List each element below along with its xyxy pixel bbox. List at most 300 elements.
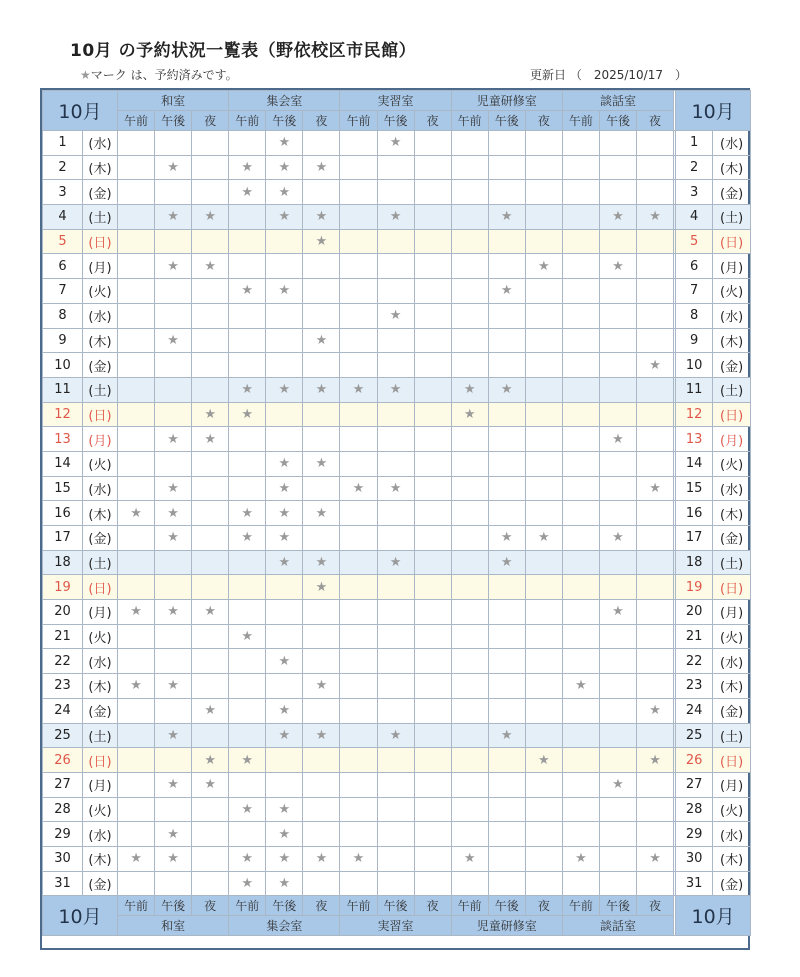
day-row: [43, 748, 751, 773]
slot-cell: [488, 427, 525, 452]
booked-star-icon: ★: [377, 303, 414, 328]
slot-cell: [562, 748, 599, 773]
slot-cell: [303, 427, 340, 452]
booked-star-icon: ★: [266, 180, 303, 205]
slot-cell: [599, 649, 636, 674]
slot-cell: [192, 575, 229, 600]
slot-cell: [155, 748, 192, 773]
slot-cell: [599, 229, 636, 254]
slot-cell: [451, 723, 488, 748]
slot-cell: [377, 501, 414, 526]
booked-star-icon: ★: [303, 723, 340, 748]
slot-header: 午前: [451, 111, 488, 131]
slot-cell: [562, 600, 599, 625]
slot-cell: [377, 526, 414, 551]
weekday-right: (水): [713, 303, 751, 328]
slot-cell: [637, 649, 674, 674]
slot-cell: [525, 871, 562, 896]
slot-cell: [414, 254, 451, 279]
weekday-right: (木): [713, 846, 751, 871]
booked-star-icon: ★: [303, 205, 340, 230]
room-header: 集会室: [229, 91, 340, 111]
slot-cell: [562, 402, 599, 427]
booked-star-icon: ★: [266, 723, 303, 748]
slot-cell: [562, 303, 599, 328]
booked-star-icon: ★: [229, 155, 266, 180]
weekday: (土): [83, 377, 118, 402]
day-number: 8: [43, 303, 83, 328]
weekday: (日): [83, 748, 118, 773]
day-row: [43, 131, 751, 156]
slot-cell: [637, 822, 674, 847]
slot-cell: [451, 649, 488, 674]
day-row: [43, 526, 751, 551]
day-row: [43, 624, 751, 649]
slot-cell: [599, 846, 636, 871]
slot-cell: [118, 624, 155, 649]
slot-cell: [303, 624, 340, 649]
slot-cell: [414, 575, 451, 600]
slot-cell: [229, 451, 266, 476]
booked-star-icon: ★: [637, 748, 674, 773]
slot-cell: [414, 180, 451, 205]
slot-header: 夜: [637, 111, 674, 131]
booked-star-icon: ★: [266, 871, 303, 896]
slot-cell: [525, 451, 562, 476]
month-label-right: 10月: [676, 91, 751, 131]
weekday-right: (金): [713, 698, 751, 723]
slot-cell: [414, 797, 451, 822]
slot-cell: [118, 451, 155, 476]
booked-star-icon: ★: [562, 674, 599, 699]
slot-cell: [451, 254, 488, 279]
day-number: 29: [43, 822, 83, 847]
slot-cell: [525, 180, 562, 205]
slot-header: 夜: [303, 896, 340, 916]
booked-star-icon: ★: [488, 205, 525, 230]
slot-cell: [451, 772, 488, 797]
booked-star-icon: ★: [155, 723, 192, 748]
day-number: 2: [43, 155, 83, 180]
slot-cell: [414, 624, 451, 649]
day-row: [43, 600, 751, 625]
weekday: (火): [83, 624, 118, 649]
day-row: [43, 501, 751, 526]
booked-star-icon: ★: [637, 698, 674, 723]
slot-cell: [488, 698, 525, 723]
slot-cell: [229, 229, 266, 254]
booked-star-icon: ★: [488, 723, 525, 748]
booked-star-icon: ★: [303, 451, 340, 476]
slot-cell: [340, 871, 377, 896]
booked-star-icon: ★: [488, 550, 525, 575]
slot-cell: [340, 353, 377, 378]
weekday-right: (火): [713, 279, 751, 304]
day-row: [43, 427, 751, 452]
slot-cell: [340, 772, 377, 797]
slot-cell: [562, 229, 599, 254]
booked-star-icon: ★: [266, 846, 303, 871]
slot-cell: [340, 155, 377, 180]
slot-cell: [599, 624, 636, 649]
day-row: [43, 674, 751, 699]
slot-cell: [303, 279, 340, 304]
weekday: (木): [83, 846, 118, 871]
slot-cell: [118, 550, 155, 575]
day-row: [43, 205, 751, 230]
booked-star-icon: ★: [340, 377, 377, 402]
slot-cell: [414, 871, 451, 896]
day-number: 7: [43, 279, 83, 304]
day-row: [43, 822, 751, 847]
slot-cell: [229, 303, 266, 328]
slot-cell: [599, 451, 636, 476]
booked-star-icon: ★: [340, 476, 377, 501]
slot-cell: [155, 180, 192, 205]
day-number: 12: [43, 402, 83, 427]
slot-cell: [414, 822, 451, 847]
slot-cell: [562, 698, 599, 723]
slot-cell: [340, 698, 377, 723]
slot-cell: [637, 674, 674, 699]
slot-cell: [637, 575, 674, 600]
booked-star-icon: ★: [637, 476, 674, 501]
day-number-right: 21: [676, 624, 713, 649]
slot-cell: [303, 476, 340, 501]
booked-star-icon: ★: [599, 427, 636, 452]
slot-cell: [637, 402, 674, 427]
booked-star-icon: ★: [303, 155, 340, 180]
slot-header: 夜: [414, 896, 451, 916]
booked-star-icon: ★: [155, 600, 192, 625]
slot-cell: [377, 254, 414, 279]
day-number: 9: [43, 328, 83, 353]
room-header: 談話室: [562, 91, 673, 111]
slot-header: 夜: [192, 111, 229, 131]
slot-cell: [155, 649, 192, 674]
slot-cell: [488, 822, 525, 847]
slot-cell: [599, 328, 636, 353]
weekday: (土): [83, 550, 118, 575]
day-row: [43, 180, 751, 205]
slot-cell: [414, 748, 451, 773]
slot-cell: [266, 402, 303, 427]
slot-cell: [155, 303, 192, 328]
room-header: 児童研修室: [451, 91, 562, 111]
slot-header: 午後: [377, 896, 414, 916]
slot-cell: [451, 526, 488, 551]
slot-cell: [266, 303, 303, 328]
slot-cell: [525, 846, 562, 871]
weekday: (木): [83, 674, 118, 699]
booked-star-icon: ★: [599, 772, 636, 797]
slot-cell: [414, 155, 451, 180]
slot-cell: [488, 797, 525, 822]
slot-header: 午後: [266, 896, 303, 916]
booked-star-icon: ★: [303, 550, 340, 575]
slot-cell: [340, 723, 377, 748]
slot-cell: [525, 328, 562, 353]
slot-cell: [192, 723, 229, 748]
booked-star-icon: ★: [192, 402, 229, 427]
day-number-right: 28: [676, 797, 713, 822]
slot-cell: [155, 698, 192, 723]
slot-header: 午前: [451, 896, 488, 916]
day-number: 27: [43, 772, 83, 797]
booked-star-icon: ★: [266, 698, 303, 723]
slot-cell: [155, 279, 192, 304]
slot-cell: [340, 624, 377, 649]
slot-cell: [340, 822, 377, 847]
slot-cell: [192, 180, 229, 205]
day-number-right: 4: [676, 205, 713, 230]
slot-cell: [488, 451, 525, 476]
slot-cell: [451, 328, 488, 353]
day-number: 10: [43, 353, 83, 378]
slot-cell: [488, 131, 525, 156]
slot-cell: [192, 846, 229, 871]
booked-star-icon: ★: [525, 254, 562, 279]
slot-cell: [155, 797, 192, 822]
slot-cell: [414, 377, 451, 402]
day-number-right: 11: [676, 377, 713, 402]
slot-cell: [414, 402, 451, 427]
slot-cell: [451, 131, 488, 156]
booked-star-icon: ★: [377, 550, 414, 575]
slot-cell: [414, 353, 451, 378]
slot-cell: [118, 155, 155, 180]
weekday-right: (月): [713, 427, 751, 452]
weekday-right: (火): [713, 624, 751, 649]
slot-cell: [414, 526, 451, 551]
slot-cell: [488, 600, 525, 625]
slot-header: 夜: [525, 111, 562, 131]
slot-cell: [562, 624, 599, 649]
slot-cell: [562, 772, 599, 797]
slot-cell: [451, 451, 488, 476]
slot-cell: [451, 229, 488, 254]
weekday: (木): [83, 328, 118, 353]
slot-cell: [637, 180, 674, 205]
slot-cell: [562, 328, 599, 353]
booked-star-icon: ★: [229, 402, 266, 427]
slot-cell: [599, 723, 636, 748]
day-number: 30: [43, 846, 83, 871]
booked-star-icon: ★: [266, 131, 303, 156]
slot-cell: [599, 822, 636, 847]
slot-cell: [303, 402, 340, 427]
booked-star-icon: ★: [155, 772, 192, 797]
slot-cell: [340, 649, 377, 674]
slot-cell: [488, 402, 525, 427]
slot-cell: [637, 451, 674, 476]
booked-star-icon: ★: [155, 822, 192, 847]
slot-header: 午前: [118, 896, 155, 916]
slot-cell: [562, 353, 599, 378]
slot-cell: [192, 229, 229, 254]
slot-cell: [525, 649, 562, 674]
slot-cell: [488, 871, 525, 896]
slot-cell: [562, 822, 599, 847]
slot-cell: [451, 575, 488, 600]
booked-star-icon: ★: [192, 600, 229, 625]
slot-cell: [488, 748, 525, 773]
slot-cell: [525, 279, 562, 304]
slot-header: 夜: [414, 111, 451, 131]
slot-cell: [340, 427, 377, 452]
slot-cell: [525, 402, 562, 427]
slot-cell: [525, 303, 562, 328]
room-header: 実習室: [340, 91, 451, 111]
day-number-right: 29: [676, 822, 713, 847]
day-number-right: 6: [676, 254, 713, 279]
slot-cell: [414, 303, 451, 328]
weekday-right: (日): [713, 229, 751, 254]
weekday-right: (土): [713, 377, 751, 402]
weekday: (水): [83, 131, 118, 156]
slot-cell: [229, 600, 266, 625]
slot-cell: [599, 698, 636, 723]
slot-cell: [451, 674, 488, 699]
slot-cell: [637, 155, 674, 180]
slot-cell: [155, 550, 192, 575]
booked-star-icon: ★: [229, 180, 266, 205]
booked-star-icon: ★: [303, 229, 340, 254]
slot-cell: [155, 624, 192, 649]
slot-cell: [451, 476, 488, 501]
room-header: 実習室: [340, 916, 451, 936]
slot-header: 午前: [562, 896, 599, 916]
booked-star-icon: ★: [229, 377, 266, 402]
slot-cell: [414, 649, 451, 674]
slot-cell: [414, 550, 451, 575]
slot-cell: [192, 353, 229, 378]
slot-cell: [155, 575, 192, 600]
slot-cell: [377, 797, 414, 822]
weekday: (月): [83, 254, 118, 279]
slot-header: 午前: [229, 896, 266, 916]
slot-cell: [488, 229, 525, 254]
booked-star-icon: ★: [451, 402, 488, 427]
slot-cell: [377, 772, 414, 797]
slot-cell: [377, 674, 414, 699]
day-number: 19: [43, 575, 83, 600]
booked-star-icon: ★: [192, 698, 229, 723]
day-row: [43, 451, 751, 476]
slot-cell: [488, 155, 525, 180]
slot-cell: [118, 303, 155, 328]
day-row: [43, 303, 751, 328]
slot-cell: [377, 180, 414, 205]
slot-cell: [525, 772, 562, 797]
slot-cell: [118, 377, 155, 402]
slot-cell: [266, 254, 303, 279]
booked-star-icon: ★: [451, 377, 488, 402]
slot-cell: [599, 674, 636, 699]
slot-cell: [414, 674, 451, 699]
slot-cell: [118, 353, 155, 378]
booked-star-icon: ★: [155, 846, 192, 871]
day-number: 11: [43, 377, 83, 402]
weekday: (金): [83, 180, 118, 205]
weekday: (金): [83, 526, 118, 551]
slot-cell: [525, 501, 562, 526]
weekday: (土): [83, 723, 118, 748]
slot-cell: [414, 772, 451, 797]
day-row: [43, 698, 751, 723]
slot-cell: [599, 748, 636, 773]
slot-cell: [599, 501, 636, 526]
slot-cell: [377, 328, 414, 353]
slot-cell: [562, 526, 599, 551]
day-row: [43, 377, 751, 402]
slot-cell: [340, 674, 377, 699]
weekday: (水): [83, 476, 118, 501]
weekday-right: (日): [713, 748, 751, 773]
slot-cell: [377, 427, 414, 452]
slot-cell: [599, 353, 636, 378]
day-row: [43, 797, 751, 822]
day-number: 22: [43, 649, 83, 674]
slot-cell: [118, 772, 155, 797]
slot-cell: [451, 303, 488, 328]
booked-star-icon: ★: [192, 772, 229, 797]
slot-cell: [192, 674, 229, 699]
day-row: [43, 155, 751, 180]
booked-star-icon: ★: [229, 846, 266, 871]
slot-cell: [451, 501, 488, 526]
slot-cell: [192, 797, 229, 822]
slot-cell: [599, 476, 636, 501]
booked-star-icon: ★: [118, 674, 155, 699]
slot-cell: [525, 476, 562, 501]
slot-cell: [562, 131, 599, 156]
booked-star-icon: ★: [192, 427, 229, 452]
slot-cell: [377, 451, 414, 476]
day-number: 13: [43, 427, 83, 452]
slot-cell: [340, 575, 377, 600]
month-label-right: 10月: [676, 896, 751, 936]
booked-star-icon: ★: [562, 846, 599, 871]
slot-cell: [192, 550, 229, 575]
slot-header: 夜: [637, 896, 674, 916]
slot-header: 午後: [155, 111, 192, 131]
day-row: [43, 550, 751, 575]
slot-cell: [229, 698, 266, 723]
slot-cell: [118, 254, 155, 279]
weekday: (日): [83, 229, 118, 254]
slot-cell: [340, 303, 377, 328]
booked-star-icon: ★: [118, 846, 155, 871]
month-label-left: 10月: [43, 896, 118, 936]
booked-star-icon: ★: [155, 254, 192, 279]
booked-star-icon: ★: [192, 748, 229, 773]
day-number: 15: [43, 476, 83, 501]
booked-star-icon: ★: [266, 501, 303, 526]
slot-cell: [637, 600, 674, 625]
day-row: [43, 575, 751, 600]
slot-cell: [451, 624, 488, 649]
day-number: 23: [43, 674, 83, 699]
slot-cell: [229, 353, 266, 378]
slot-cell: [637, 427, 674, 452]
slot-cell: [377, 846, 414, 871]
slot-cell: [266, 427, 303, 452]
slot-cell: [488, 254, 525, 279]
weekday-right: (土): [713, 205, 751, 230]
slot-cell: [377, 822, 414, 847]
slot-cell: [488, 180, 525, 205]
